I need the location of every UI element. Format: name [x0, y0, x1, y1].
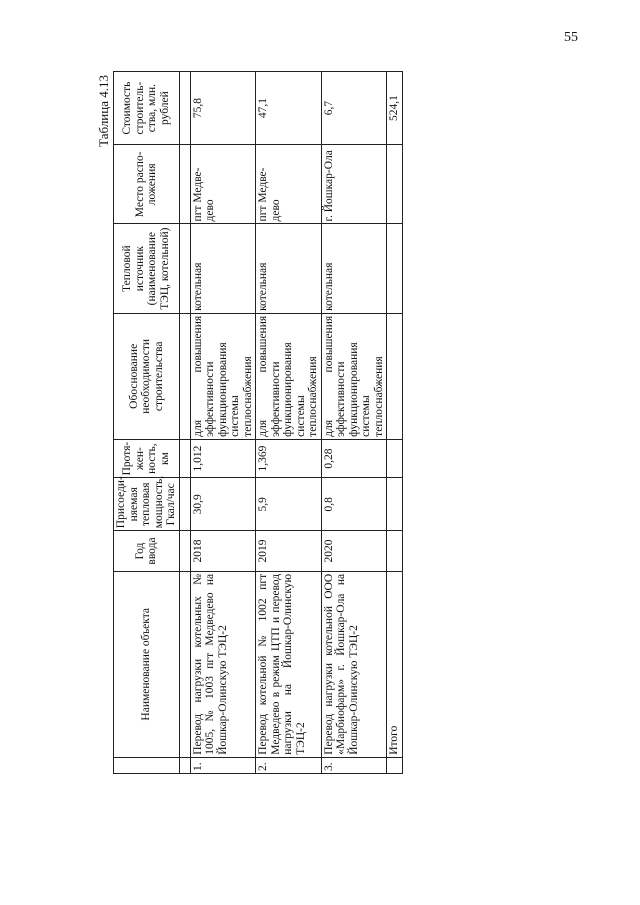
row-source: котельная [256, 224, 322, 313]
header-cost: Стоимость строитель-ства, млн. рублей [114, 72, 180, 145]
table-caption: Таблица 4.13 [96, 75, 111, 147]
header-power: Присоеди-няемая тепловая мощность, Гкал/час [114, 478, 180, 531]
row-year: 2018 [190, 531, 256, 572]
row-length: 0,28 [321, 439, 387, 478]
header-year: Год ввода [114, 531, 180, 572]
total-num [387, 757, 403, 773]
row-cost: 75,8 [190, 72, 256, 145]
total-row [387, 72, 403, 774]
table-row [256, 72, 322, 774]
row-length: 1,012 [190, 439, 256, 478]
row-num: 2. [256, 757, 322, 773]
header-name: Наименование объекта [114, 571, 180, 757]
table-row [321, 72, 387, 774]
header-num [114, 757, 180, 773]
row-num: 1. [190, 757, 256, 773]
header-source: Тепловой источник (наименование ТЭЦ, котельной) [114, 224, 180, 313]
row-source: котельная [321, 224, 387, 313]
row-name: Перевод нагрузки котельной ООО «Марбиофарм» г. Йошкар-Ола на Йошкар-Олинскую ТЭЦ-2 [321, 571, 387, 757]
row-name: Перевод нагрузки котельных № 1005, № 1003 пгт Медведево на Йошкар-Олинскую ТЭЦ-2 [190, 571, 256, 757]
total-label: Итого [387, 571, 403, 757]
row-length: 1,369 [256, 439, 322, 478]
header-length: Протя-жен-ность, км [114, 439, 180, 478]
row-location: г. Йошкар-Ола [321, 145, 387, 224]
table-row [190, 72, 256, 774]
header-justification: Обоснование необходимости строительства [114, 313, 180, 439]
row-location: пгт Медве-дево [190, 145, 256, 224]
row-cost: 47,1 [256, 72, 322, 145]
row-source: котельная [190, 224, 256, 313]
objects-table [113, 71, 403, 774]
row-num: 3. [321, 757, 387, 773]
row-year: 2019 [256, 531, 322, 572]
row-justification: для повышения эффективности функционирования системы теплоснабжения [190, 313, 256, 439]
row-power: 0,8 [321, 478, 387, 531]
total-cost: 524,1 [387, 72, 403, 145]
blank-row [179, 72, 190, 774]
row-justification: для повышения эффективности функционирования системы теплоснабжения [321, 313, 387, 439]
row-name: Перевод котельной № 1002 пгт Медведево в режим ЦТП и перевод нагрузки на Йошкар-Олинскую ТЭЦ-2 [256, 571, 322, 757]
page-number: 55 [564, 30, 578, 45]
header-row [114, 72, 180, 774]
row-year: 2020 [321, 531, 387, 572]
header-location: Место распо-ложения [114, 145, 180, 224]
row-location: пгт Медве-дево [256, 145, 322, 224]
row-justification: для повышения эффективности функционирования системы теплоснабжения [256, 313, 322, 439]
row-power: 30,9 [190, 478, 256, 531]
rotated-table-block [96, 71, 400, 774]
row-power: 5,9 [256, 478, 322, 531]
row-cost: 6,7 [321, 72, 387, 145]
